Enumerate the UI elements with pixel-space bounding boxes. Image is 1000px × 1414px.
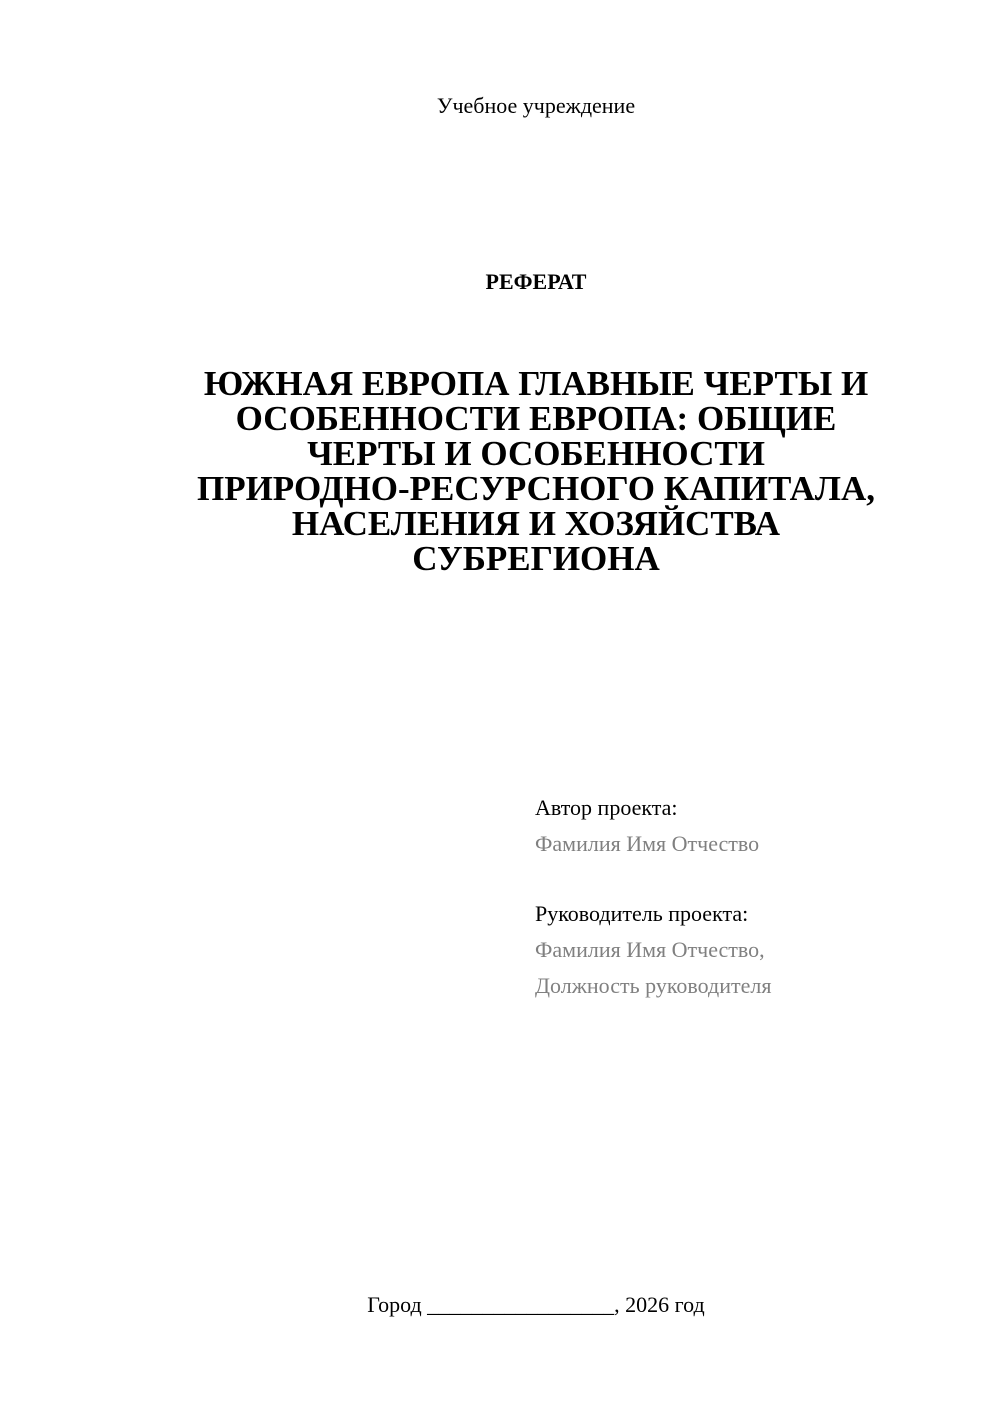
title-line: СУБРЕГИОНА — [412, 539, 660, 578]
city-year-line: Город _________________, 2026 год — [367, 1292, 705, 1317]
author-name: Фамилия Имя Отчество — [535, 831, 760, 856]
title-line: ПРИРОДНО-РЕСУРСНОГО КАПИТАЛА, — [196, 469, 875, 508]
document-type: РЕФЕРАТ — [485, 269, 587, 294]
credits-spacer — [535, 862, 975, 896]
credits-block — [535, 790, 975, 1004]
supervisor-label: Руководитель проекта: — [535, 901, 749, 926]
title-line: ОСОБЕННОСТИ ЕВРОПА: ОБЩИЕ — [235, 399, 837, 438]
supervisor-name: Фамилия Имя Отчество, — [535, 937, 765, 962]
title-line: ЮЖНАЯ ЕВРОПА ГЛАВНЫЕ ЧЕРТЫ И — [203, 364, 869, 403]
title-line: ЧЕРТЫ И ОСОБЕННОСТИ — [307, 434, 765, 473]
title-line: НАСЕЛЕНИЯ И ХОЗЯЙСТВА — [291, 504, 781, 543]
institution-name: Учебное учреждение — [436, 93, 636, 118]
author-label: Автор проекта: — [535, 795, 678, 820]
document-title — [150, 366, 922, 576]
supervisor-position: Должность руководителя — [535, 973, 772, 998]
